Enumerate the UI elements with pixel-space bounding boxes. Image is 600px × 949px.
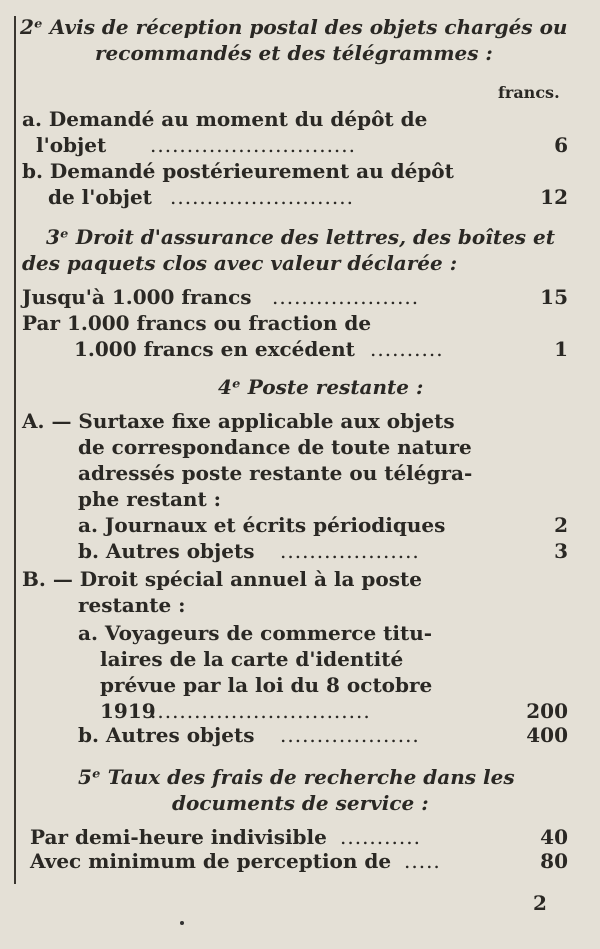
item-4b-a-line-1: a. Voyageurs de commerce titu- [78,621,433,645]
section-5-heading-line-2: documents de service : [172,791,429,815]
section-4-heading: 4ᵉ Poste restante : [218,375,424,399]
item-3-2-line-1: Par 1.000 francs ou fraction de [22,311,372,335]
item-2b-line-1: b. Demandé postérieurement au dépôt [22,159,454,183]
section-5-heading-line-1: 5ᵉ Taux des frais de recherche dans les [78,765,515,789]
item-4a-a: a. Journaux et écrits périodiques 2 [78,513,568,537]
paragraph-b-line-1: B. — Droit spécial annuel à la poste [22,567,422,591]
paragraph-a-line-2: de correspondance de toute nature [78,435,472,459]
unit-label: francs. [498,83,560,102]
section-2-heading-line-1: 2ᵉ Avis de réception postal des objets chargés ou [20,15,568,39]
paragraph-b-line-2: restante : [78,593,186,617]
item-4b-b: b. Autres objets ................... 400 [78,723,568,747]
stray-dot-mark [180,921,184,925]
paragraph-a-line-3: adressés poste restante ou télégra- [78,461,473,485]
section-3-heading-line-1: 3ᵉ Droit d'assurance des lettres, des boîtes et [46,225,555,249]
item-5-1: Par demi-heure indivisible ........... 40 [30,825,568,849]
page-number: 2 [533,891,547,915]
item-4b-a-line-3: prévue par la loi du 8 octobre [100,673,433,697]
paragraph-a-line-4: phe restant : [78,487,222,511]
item-2a-line-2: l'objet ............................ 6 [36,133,568,157]
item-4a-b: b. Autres objets ................... 3 [78,539,568,563]
item-3-1: Jusqu'à 1.000 francs .................... 15 [22,285,568,309]
item-3-2-line-2: 1.000 francs en excédent .......... 1 [74,337,568,361]
item-2b-line-2: de l'objet ......................... 12 [48,185,568,209]
paragraph-a-line-1: A. — Surtaxe fixe applicable aux objets [22,409,455,433]
section-2-heading-line-2: recommandés et des télégrammes : [95,41,493,65]
item-4b-a-line-4: 1919 .............................. 200 [100,699,568,723]
section-3-heading-line-2: des paquets clos avec valeur déclarée : [22,251,458,275]
item-5-2: Avec minimum de perception de ..... 80 [30,849,568,873]
item-4b-a-line-2: laires de la carte d'identité [100,647,404,671]
item-2a-line-1: a. Demandé au moment du dépôt de [22,107,428,131]
